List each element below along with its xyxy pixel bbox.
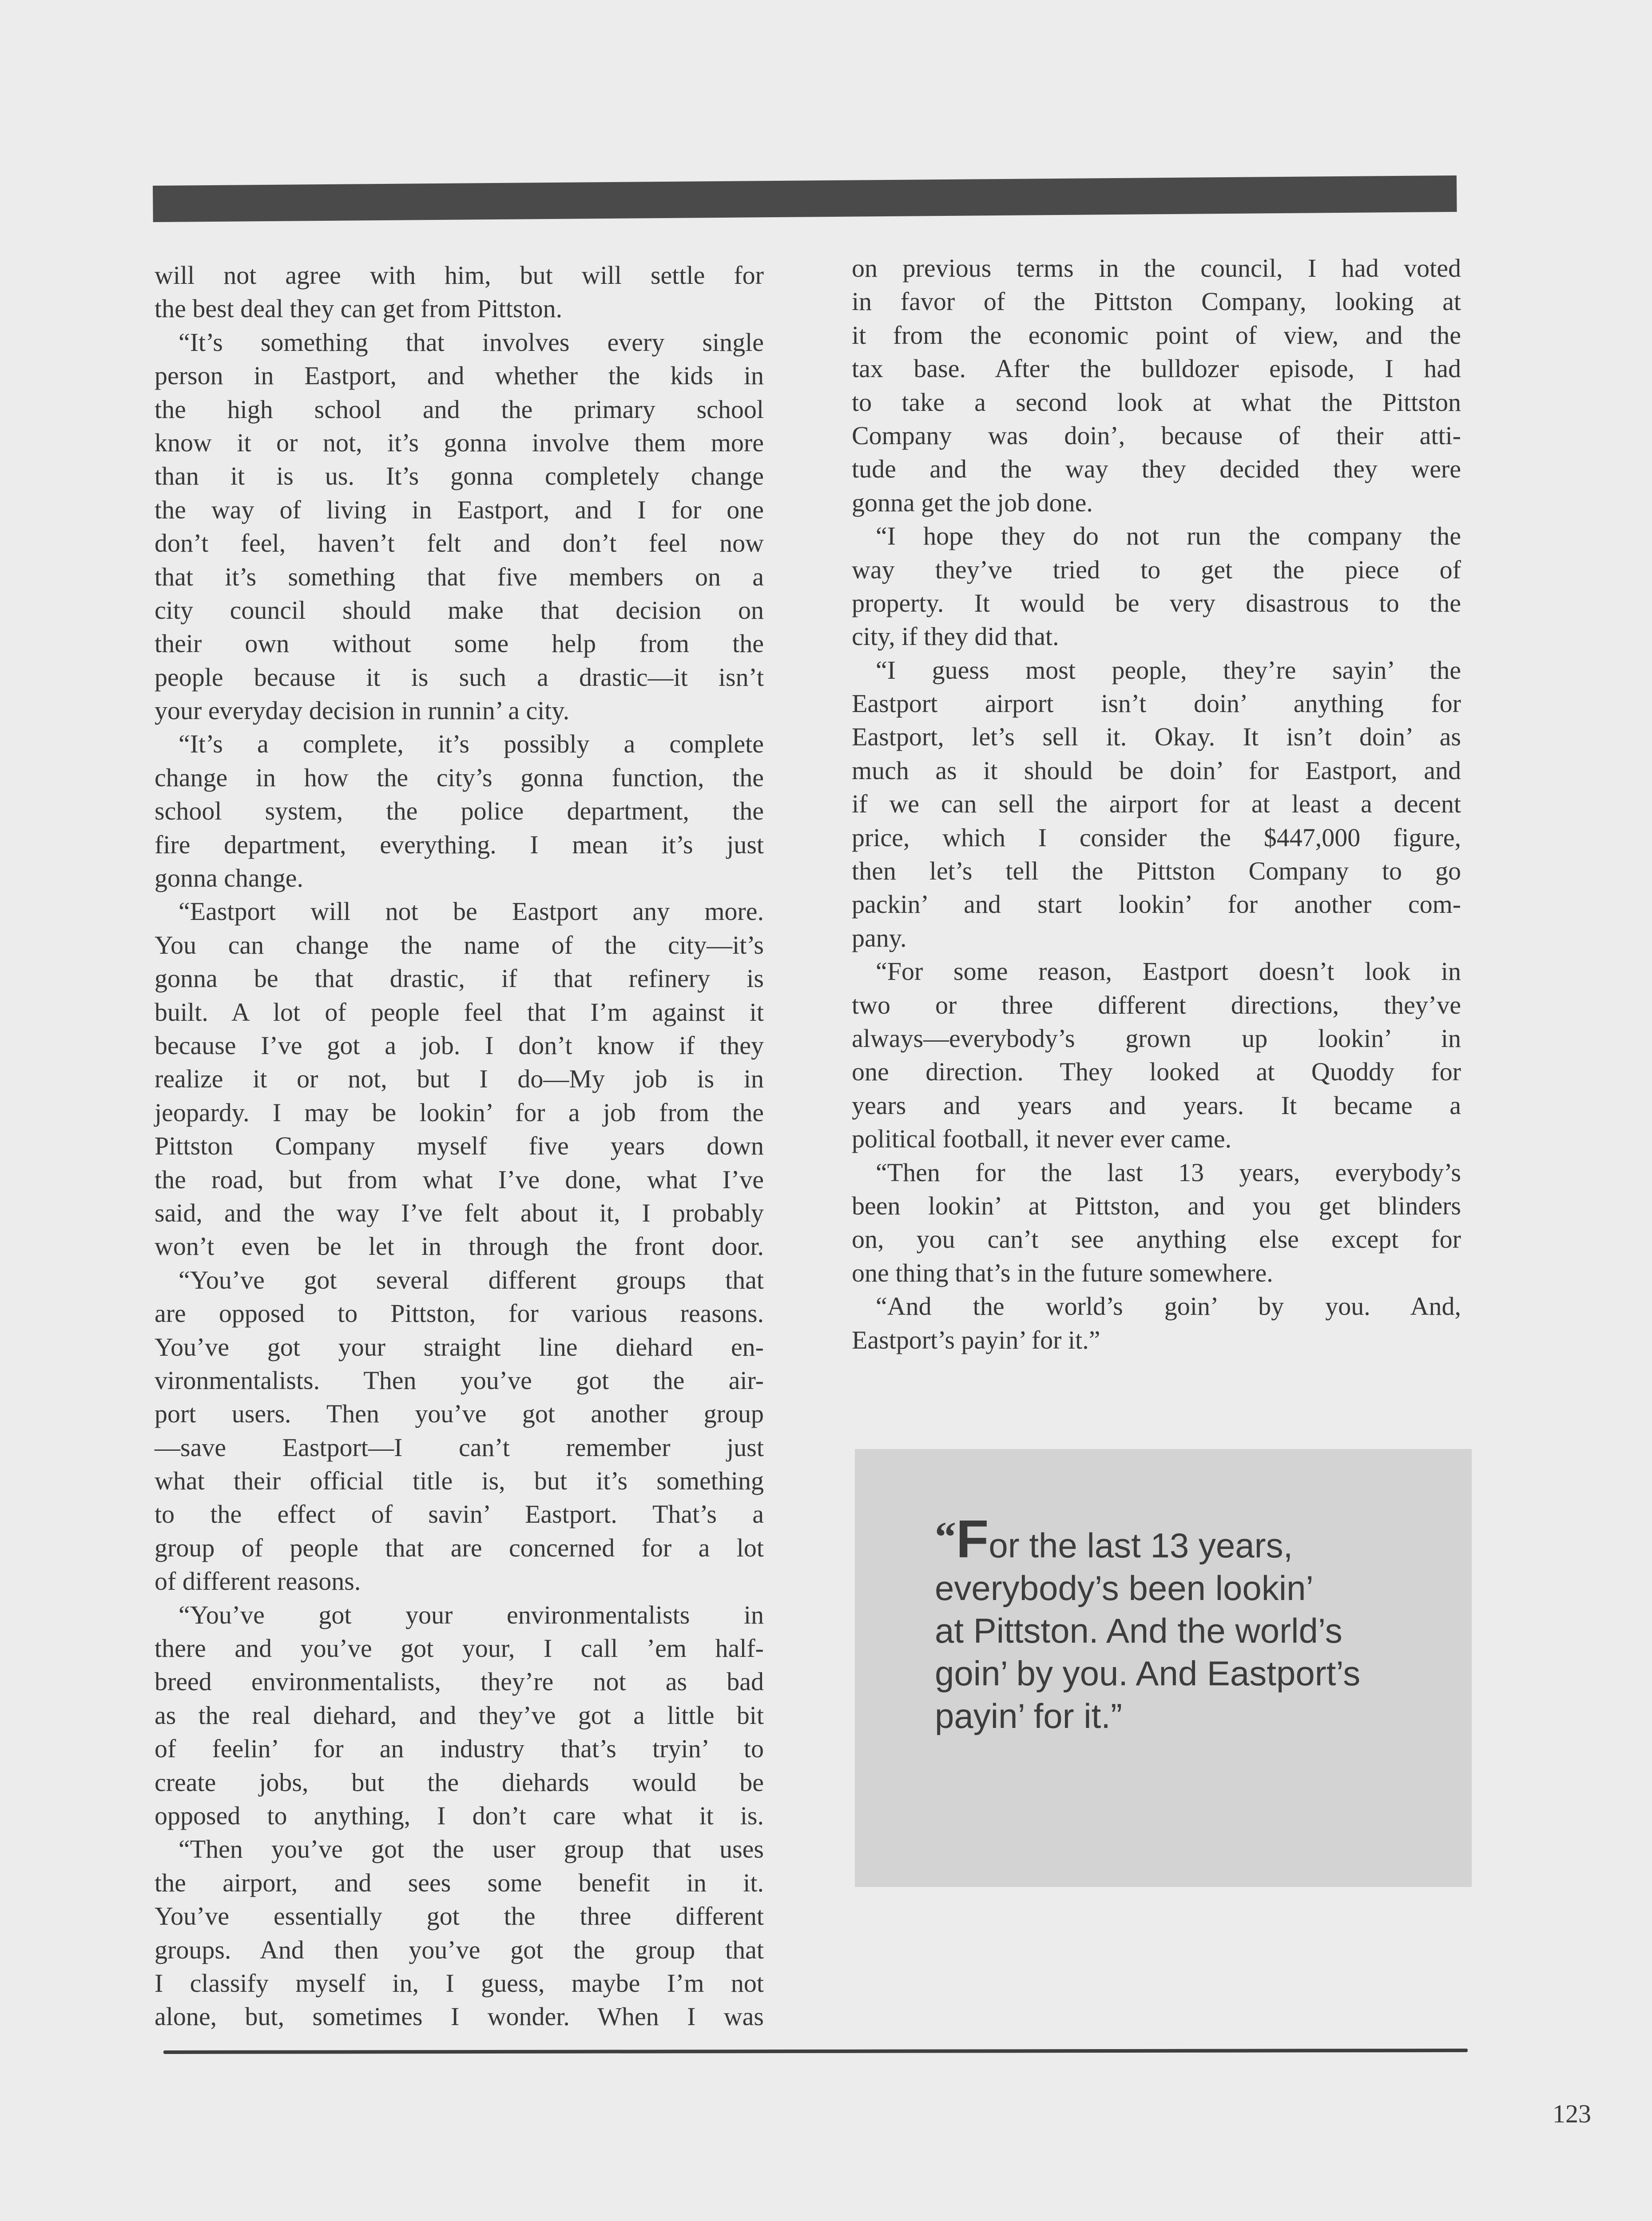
pull-quote-first-line <box>935 1509 1446 1569</box>
text-line: than it is us. It’s gonna completely change <box>155 462 764 491</box>
text-line: if we can sell the airport for at least a decent <box>852 789 1461 819</box>
text-line: You’ve essentially got the three different <box>155 1902 764 1931</box>
text-line: it from the economic point of view, and the <box>852 320 1461 350</box>
text-line: much as it should be doin’ for Eastport, and <box>852 756 1461 785</box>
text-line: jeopardy. I may be lookin’ for a job from the <box>155 1098 764 1127</box>
text-line: know it or not, it’s gonna involve them more <box>155 428 764 457</box>
text-line: always—everybody’s grown up lookin’ in <box>852 1023 1461 1053</box>
header-rule-bar <box>153 175 1457 222</box>
pull-quote-line: at Pittston. And the world’s <box>935 1611 1342 1650</box>
text-line: been lookin’ at Pittston, and you get blinders <box>852 1191 1461 1220</box>
text-line: to the effect of savin’ Eastport. That’s a <box>155 1500 764 1529</box>
text-line: “It’s something that involves every single <box>179 327 764 357</box>
text-line: gonna get the job done. <box>852 488 1093 517</box>
pull-quote-line: goin’ by you. And Eastport’s <box>935 1654 1361 1693</box>
pull-quote-line: payin’ for it.” <box>935 1696 1122 1735</box>
text-line: opposed to anything, I don’t care what it is. <box>155 1801 764 1830</box>
text-line: “It’s a complete, it’s possibly a complete <box>179 729 764 759</box>
text-line: city, if they did that. <box>852 622 1059 651</box>
text-line: the way of living in Eastport, and I for one <box>155 495 764 524</box>
text-line: the road, but from what I’ve done, what I’ve <box>155 1165 764 1194</box>
text-line: the best deal they can get from Pittston. <box>155 294 563 323</box>
pull-quote-box <box>855 1449 1472 1887</box>
text-line: breed environmentalists, they’re not as bad <box>155 1667 764 1696</box>
text-line: city council should make that decision on <box>155 595 764 625</box>
text-line: because I’ve got a job. I don’t know if they <box>155 1031 764 1060</box>
right-text-column <box>852 251 1461 1357</box>
text-line: one thing that’s in the future somewhere. <box>852 1258 1273 1287</box>
text-line: as the real diehard, and they’ve got a little bit <box>155 1700 764 1730</box>
text-line: of feelin’ for an industry that’s tryin’ to <box>155 1734 764 1763</box>
pull-quote-text <box>935 1509 1446 1737</box>
text-line: packin’ and start lookin’ for another com- <box>852 890 1461 919</box>
text-line: tude and the way they decided they were <box>852 454 1461 484</box>
text-line: don’t feel, haven’t felt and don’t feel now <box>155 529 764 558</box>
text-line: “Then you’ve got the user group that uses <box>179 1835 764 1864</box>
pull-quote-first-line-text: or the last 13 years, <box>989 1526 1293 1565</box>
text-line: one direction. They looked at Quoddy for <box>852 1057 1461 1087</box>
text-line: said, and the way I’ve felt about it, I probably <box>155 1198 764 1227</box>
text-line: in favor of the Pittston Company, looking at <box>852 287 1461 316</box>
text-line: Eastport, let’s sell it. Okay. It isn’t doin’ as <box>852 722 1461 752</box>
text-line: fire department, everything. I mean it’s just <box>155 830 764 859</box>
text-line: I classify myself in, I guess, maybe I’m not <box>155 1968 764 1998</box>
text-line: alone, but, sometimes I wonder. When I was <box>155 2002 764 2031</box>
text-line: You can change the name of the city—it’s <box>155 930 764 959</box>
text-line: gonna be that drastic, if that refinery is <box>155 964 764 993</box>
text-line: groups. And then you’ve got the group that <box>155 1935 764 1964</box>
text-line: two or three different directions, they’ve <box>852 990 1461 1019</box>
text-line: school system, the police department, the <box>155 796 764 826</box>
text-line: create jobs, but the diehards would be <box>155 1767 764 1797</box>
text-line: of different reasons. <box>155 1567 361 1596</box>
text-line: “You’ve got your environmentalists in <box>179 1600 764 1629</box>
text-line: realize it or not, but I do—My job is in <box>155 1064 764 1094</box>
text-line: property. It would be very disastrous to the <box>852 588 1461 617</box>
text-line: “I guess most people, they’re sayin’ the <box>876 655 1461 685</box>
text-line: on previous terms in the council, I had voted <box>852 254 1461 283</box>
text-line: port users. Then you’ve got another group <box>155 1399 764 1429</box>
text-line: “Then for the last 13 years, everybody’s <box>876 1158 1461 1187</box>
text-line: “I hope they do not run the company the <box>876 521 1461 551</box>
text-line: the high school and the primary school <box>155 394 764 424</box>
text-line: tax base. After the bulldozer episode, I had <box>852 354 1461 383</box>
text-line: then let’s tell the Pittston Company to go <box>852 856 1461 886</box>
text-line: vironmentalists. Then you’ve got the air- <box>155 1365 764 1395</box>
text-line: “Eastport will not be Eastport any more. <box>179 897 764 926</box>
pull-quote-initial-letter: F <box>956 1509 989 1569</box>
text-line: way they’ve tried to get the piece of <box>852 555 1461 584</box>
page-number: 123 <box>1553 2099 1591 2128</box>
text-line: pany. <box>852 923 907 952</box>
text-line: Eastport airport isn’t doin’ anything for <box>852 689 1461 718</box>
text-line: “You’ve got several different groups that <box>179 1265 764 1294</box>
text-line: that it’s something that five members on a <box>155 562 764 591</box>
footer-rule <box>163 2049 1468 2054</box>
text-line: people because it is such a drastic—it isn’t <box>155 662 764 692</box>
text-line: there and you’ve got your, I call ’em half- <box>155 1634 764 1663</box>
text-line: group of people that are concerned for a lot <box>155 1533 764 1562</box>
text-line: change in how the city’s gonna function, the <box>155 763 764 792</box>
text-line: built. A lot of people feel that I’m against it <box>155 997 764 1027</box>
text-line: You’ve got your straight line diehard en- <box>155 1332 764 1361</box>
text-line: political football, it never ever came. <box>852 1124 1232 1154</box>
text-line: years and years and years. It became a <box>852 1091 1461 1120</box>
text-line: will not agree with him, but will settle for <box>155 261 764 290</box>
text-line: “For some reason, Eastport doesn’t look in <box>876 957 1461 986</box>
pull-quote-line: everybody’s been lookin’ <box>935 1568 1314 1608</box>
text-line: price, which I consider the $447,000 figure, <box>852 823 1461 852</box>
text-line: are opposed to Pittston, for various reasons. <box>155 1299 764 1328</box>
text-line: what their official title is, but it’s something <box>155 1466 764 1496</box>
text-line: on, you can’t see anything else except for <box>852 1225 1461 1254</box>
text-line: “And the world’s goin’ by you. And, <box>876 1292 1461 1321</box>
open-quote-mark: “ <box>935 1513 953 1560</box>
text-line: Eastport’s payin’ for it.” <box>852 1325 1100 1354</box>
text-line: Company was doin’, because of their atti- <box>852 421 1461 450</box>
text-line: person in Eastport, and whether the kids in <box>155 361 764 390</box>
text-line: Pittston Company myself five years down <box>155 1131 764 1161</box>
text-line: —save Eastport—I can’t remember just <box>155 1433 764 1462</box>
text-line: to take a second look at what the Pittston <box>852 387 1461 417</box>
text-line: your everyday decision in runnin’ a city. <box>155 696 570 725</box>
text-line: won’t even be let in through the front door. <box>155 1232 764 1261</box>
text-line: their own without some help from the <box>155 629 764 658</box>
text-line: the airport, and sees some benefit in it. <box>155 1868 764 1897</box>
left-text-column <box>155 259 764 2034</box>
text-line: gonna change. <box>155 864 303 893</box>
